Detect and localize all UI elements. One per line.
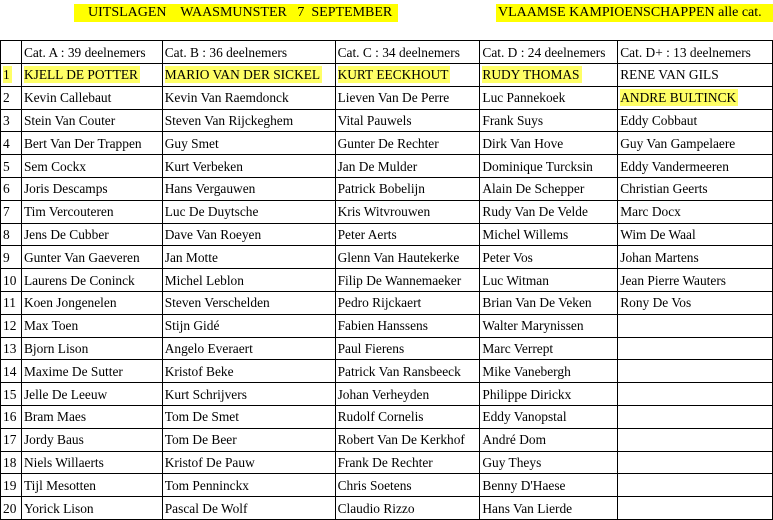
rider-name: RUDY THOMAS [482, 67, 580, 83]
cat-a-cell [21, 64, 162, 87]
rider-name: KURT EECKHOUT [337, 67, 449, 83]
table-row [1, 474, 773, 497]
cat-a-cell [21, 497, 162, 520]
table-row [1, 132, 773, 155]
column-header-cat-d-plus: Cat. D+ : 13 deelnemers [618, 41, 773, 64]
rider-name: Bert Van Der Trappen [23, 135, 142, 151]
cat-d-plus-cell [618, 269, 773, 292]
cat-d-cell [480, 337, 618, 360]
rider-name: Mike Vanebergh [482, 363, 571, 379]
cat-c-cell [335, 200, 480, 223]
rider-name: Tim Vercouteren [23, 204, 114, 220]
rider-name: Yorick Lison [23, 500, 94, 516]
cat-d-cell [480, 109, 618, 132]
rider-name: Guy Smet [164, 135, 219, 151]
rider-name: Angelo Everaert [164, 340, 253, 356]
table-row [1, 246, 773, 269]
cat-a-cell [21, 474, 162, 497]
cat-d-plus-cell [618, 223, 773, 246]
position-cell [1, 155, 22, 178]
position-cell [1, 497, 22, 520]
cat-a-cell [21, 200, 162, 223]
cat-b-cell [162, 428, 335, 451]
position-number: 6 [3, 181, 10, 197]
position-cell [1, 314, 22, 337]
cat-d-plus-cell [618, 291, 773, 314]
rider-name: Kevin Van Raemdonck [164, 90, 289, 106]
cat-c-cell [335, 405, 480, 428]
cat-d-cell [480, 497, 618, 520]
position-number: 19 [3, 477, 17, 493]
cat-d-plus-cell [618, 109, 773, 132]
position-cell [1, 109, 22, 132]
cat-a-cell [21, 155, 162, 178]
position-cell [1, 269, 22, 292]
cat-b-cell [162, 291, 335, 314]
position-number: 12 [3, 318, 17, 334]
rider-name: Lieven Van De Perre [337, 90, 450, 106]
cat-d-cell [480, 132, 618, 155]
cat-a-cell [21, 109, 162, 132]
position-cell [1, 451, 22, 474]
cat-b-cell [162, 360, 335, 383]
cat-c-cell [335, 383, 480, 406]
rider-name: Johan Martens [620, 249, 699, 265]
rider-name: Wim De Waal [620, 226, 696, 242]
rider-name: Benny D'Haese [482, 477, 566, 493]
rider-name: Dirk Van Hove [482, 135, 564, 151]
cat-c-cell [335, 109, 480, 132]
cat-b-cell [162, 405, 335, 428]
table-row [1, 497, 773, 520]
rider-name: Patrick Bobelijn [337, 181, 425, 197]
cat-b-cell [162, 269, 335, 292]
table-row [1, 405, 773, 428]
rider-name: Hans Van Lierde [482, 500, 573, 516]
rider-name: Guy Theys [482, 454, 542, 470]
cat-b-cell [162, 451, 335, 474]
rider-name: Dave Van Roeyen [164, 226, 262, 242]
position-number: 18 [3, 454, 17, 470]
position-cell [1, 405, 22, 428]
table-row [1, 155, 773, 178]
rider-name: Jan De Mulder [337, 158, 418, 174]
rider-name: Gunter Van Gaeveren [23, 249, 140, 265]
cat-d-plus-cell [618, 474, 773, 497]
cat-d-cell [480, 64, 618, 87]
cat-c-cell [335, 246, 480, 269]
rider-name: Laurens De Coninck [23, 272, 135, 288]
cat-b-cell [162, 337, 335, 360]
rider-name: Fabien Hanssens [337, 318, 428, 334]
cat-d-cell [480, 360, 618, 383]
cat-b-cell [162, 64, 335, 87]
cat-d-cell [480, 474, 618, 497]
rider-name: Bjorn Lison [23, 340, 89, 356]
position-cell [1, 200, 22, 223]
cat-c-cell [335, 451, 480, 474]
rider-name: Frank Suys [482, 112, 544, 128]
rider-name: Alain De Schepper [482, 181, 585, 197]
rider-name: André Dom [482, 432, 546, 448]
cat-c-cell [335, 360, 480, 383]
cat-a-cell [21, 269, 162, 292]
rider-name: Michel Willems [482, 226, 569, 242]
rider-name: Luc Witman [482, 272, 549, 288]
position-number: 3 [3, 112, 10, 128]
cat-d-plus-cell [618, 405, 773, 428]
table-row [1, 337, 773, 360]
rider-name: KJELL DE POTTER [23, 67, 138, 83]
cat-b-cell [162, 177, 335, 200]
cat-d-cell [480, 269, 618, 292]
cat-d-plus-cell [618, 177, 773, 200]
cat-d-cell [480, 291, 618, 314]
position-cell [1, 383, 22, 406]
cat-c-cell [335, 155, 480, 178]
cat-a-cell [21, 451, 162, 474]
cat-c-cell [335, 428, 480, 451]
cat-b-cell [162, 223, 335, 246]
cat-c-cell [335, 497, 480, 520]
position-number: 15 [3, 386, 17, 402]
position-cell [1, 474, 22, 497]
position-number: 5 [3, 158, 10, 174]
rider-name: Jordy Baus [23, 432, 84, 448]
table-row [1, 428, 773, 451]
position-number: 13 [3, 340, 17, 356]
cat-b-cell [162, 383, 335, 406]
table-row [1, 109, 773, 132]
rider-name: Filip De Wannemaeker [337, 272, 462, 288]
position-number: 2 [3, 90, 10, 106]
rider-name: Walter Marynissen [482, 318, 584, 334]
cat-d-cell [480, 155, 618, 178]
rider-name: Jens De Cubber [23, 226, 109, 242]
table-row [1, 314, 773, 337]
column-header-position [1, 41, 22, 64]
rider-name: Kris Witvrouwen [337, 204, 431, 220]
position-number: 7 [3, 204, 10, 220]
rider-name: Steven Van Rijckeghem [164, 112, 294, 128]
cat-c-cell [335, 474, 480, 497]
rider-name: Pedro Rijckaert [337, 295, 422, 311]
cat-d-plus-cell [618, 200, 773, 223]
cat-d-plus-cell [618, 360, 773, 383]
cat-d-plus-cell [618, 132, 773, 155]
cat-a-cell [21, 383, 162, 406]
rider-name: Pascal De Wolf [164, 500, 248, 516]
rider-name: Marc Docx [620, 204, 681, 220]
position-cell [1, 337, 22, 360]
position-cell [1, 428, 22, 451]
rider-name: Tom De Beer [164, 432, 237, 448]
rider-name: Niels Willaerts [23, 454, 104, 470]
table-row [1, 269, 773, 292]
cat-a-cell [21, 405, 162, 428]
rider-name: MARIO VAN DER SICKEL [164, 67, 321, 83]
cat-c-cell [335, 337, 480, 360]
results-title: UITSLAGEN WAASMUNSTER 7 SEPTEMBER [74, 4, 398, 22]
rider-name: Johan Verheyden [337, 386, 430, 402]
rider-name: Tijl Mesotten [23, 477, 96, 493]
championship-title: VLAAMSE KAMPIOENSCHAPPEN alle cat. [496, 4, 773, 22]
position-cell [1, 246, 22, 269]
cat-d-plus-cell [618, 497, 773, 520]
header-row [1, 41, 773, 64]
rider-name: Eddy Vandermeeren [620, 158, 729, 174]
position-number: 17 [3, 432, 17, 448]
rider-name: Robert Van De Kerkhof [337, 432, 465, 448]
cat-c-cell [335, 269, 480, 292]
rider-name: Gunter De Rechter [337, 135, 439, 151]
rider-name: Guy Van Gampelaere [620, 135, 736, 151]
cat-a-cell [21, 86, 162, 109]
rider-name: Jean Pierre Wauters [620, 272, 726, 288]
cat-d-cell [480, 428, 618, 451]
cat-c-cell [335, 314, 480, 337]
rider-name: Kevin Callebaut [23, 90, 112, 106]
position-cell [1, 177, 22, 200]
cat-d-plus-cell [618, 383, 773, 406]
table-row [1, 64, 773, 87]
rider-name: Steven Verschelden [164, 295, 270, 311]
rider-name: Luc De Duytsche [164, 204, 259, 220]
position-number: 4 [3, 135, 10, 151]
rider-name: Marc Verrept [482, 340, 554, 356]
rider-name: Rony De Vos [620, 295, 692, 311]
cat-d-plus-cell [618, 86, 773, 109]
rider-name: Kristof De Pauw [164, 454, 255, 470]
rider-name: Max Toen [23, 318, 79, 334]
position-number: 9 [3, 249, 10, 265]
cat-b-cell [162, 497, 335, 520]
position-number: 10 [3, 272, 17, 288]
rider-name: Stijn Gidé [164, 318, 220, 334]
cat-a-cell [21, 428, 162, 451]
cat-a-cell [21, 132, 162, 155]
cat-c-cell [335, 86, 480, 109]
table-row [1, 200, 773, 223]
cat-d-plus-cell [618, 428, 773, 451]
table-row [1, 383, 773, 406]
cat-b-cell [162, 474, 335, 497]
cat-d-cell [480, 177, 618, 200]
cat-a-cell [21, 360, 162, 383]
rider-name: Luc Pannekoek [482, 90, 566, 106]
cat-a-cell [21, 177, 162, 200]
rider-name: Kristof Beke [164, 363, 234, 379]
cat-d-plus-cell [618, 337, 773, 360]
table-row [1, 86, 773, 109]
rider-name: Tom De Smet [164, 409, 239, 425]
rider-name: Koen Jongenelen [23, 295, 117, 311]
column-header-cat-b: Cat. B : 36 deelnemers [162, 41, 335, 64]
rider-name: Sem Cockx [23, 158, 87, 174]
cat-d-cell [480, 314, 618, 337]
rider-name: Eddy Vanopstal [482, 409, 567, 425]
cat-b-cell [162, 155, 335, 178]
cat-d-cell [480, 383, 618, 406]
cat-d-plus-cell [618, 451, 773, 474]
rider-name: Brian Van De Veken [482, 295, 592, 311]
rider-name: Joris Descamps [23, 181, 108, 197]
rider-name: Jan Motte [164, 249, 218, 265]
cat-c-cell [335, 291, 480, 314]
rider-name: ANDRE BULTINCK [620, 90, 737, 106]
position-number: 1 [3, 67, 10, 83]
cat-c-cell [335, 223, 480, 246]
cat-d-plus-cell [618, 64, 773, 87]
cat-b-cell [162, 86, 335, 109]
rider-name: Rudy Van De Velde [482, 204, 588, 220]
rider-name: Michel Leblon [164, 272, 244, 288]
rider-name: Glenn Van Hautekerke [337, 249, 460, 265]
rider-name: Vital Pauwels [337, 112, 412, 128]
cat-d-cell [480, 200, 618, 223]
cat-a-cell [21, 291, 162, 314]
cat-d-plus-cell [618, 246, 773, 269]
results-table [0, 40, 773, 520]
rider-name: Stein Van Couter [23, 112, 116, 128]
position-cell [1, 64, 22, 87]
cat-c-cell [335, 64, 480, 87]
rider-name: Peter Aerts [337, 226, 397, 242]
rider-name: Patrick Van Ransbeeck [337, 363, 461, 379]
rider-name: Hans Vergauwen [164, 181, 256, 197]
position-cell [1, 132, 22, 155]
rider-name: Rudolf Cornelis [337, 409, 424, 425]
cat-d-plus-cell [618, 314, 773, 337]
cat-d-cell [480, 86, 618, 109]
rider-name: Eddy Cobbaut [620, 112, 698, 128]
cat-b-cell [162, 132, 335, 155]
rider-name: Frank De Rechter [337, 454, 433, 470]
cat-d-cell [480, 246, 618, 269]
table-row [1, 177, 773, 200]
rider-name: Chris Soetens [337, 477, 412, 493]
rider-name: RENE VAN GILS [620, 67, 719, 83]
table-row [1, 360, 773, 383]
table-row [1, 451, 773, 474]
rider-name: Peter Vos [482, 249, 533, 265]
column-header-cat-c: Cat. C : 34 deelnemers [335, 41, 480, 64]
rider-name: Tom Penninckx [164, 477, 249, 493]
position-cell [1, 223, 22, 246]
position-number: 14 [3, 363, 17, 379]
rider-name: Maxime De Sutter [23, 363, 123, 379]
cat-b-cell [162, 246, 335, 269]
cat-d-plus-cell [618, 155, 773, 178]
position-number: 20 [3, 500, 17, 516]
cat-d-cell [480, 405, 618, 428]
rider-name: Dominique Turcksin [482, 158, 593, 174]
column-header-cat-a: Cat. A : 39 deelnemers [21, 41, 162, 64]
cat-a-cell [21, 314, 162, 337]
position-number: 11 [3, 295, 16, 311]
position-number: 8 [3, 226, 10, 242]
position-cell [1, 86, 22, 109]
rider-name: Philippe Dirickx [482, 386, 572, 402]
column-header-cat-d: Cat. D : 24 deelnemers [480, 41, 618, 64]
cat-d-cell [480, 223, 618, 246]
cat-b-cell [162, 314, 335, 337]
rider-name: Kurt Schrijvers [164, 386, 247, 402]
cat-a-cell [21, 337, 162, 360]
rider-name: Paul Fierens [337, 340, 405, 356]
rider-name: Bram Maes [23, 409, 87, 425]
cat-b-cell [162, 200, 335, 223]
cat-a-cell [21, 223, 162, 246]
table-row [1, 291, 773, 314]
rider-name: Kurt Verbeken [164, 158, 243, 174]
cat-c-cell [335, 132, 480, 155]
cat-c-cell [335, 177, 480, 200]
cat-a-cell [21, 246, 162, 269]
position-cell [1, 291, 22, 314]
rider-name: Claudio Rizzo [337, 500, 415, 516]
cat-b-cell [162, 109, 335, 132]
cat-d-cell [480, 451, 618, 474]
rider-name: Christian Geerts [620, 181, 708, 197]
position-cell [1, 360, 22, 383]
rider-name: Jelle De Leeuw [23, 386, 108, 402]
table-row [1, 223, 773, 246]
position-number: 16 [3, 409, 17, 425]
